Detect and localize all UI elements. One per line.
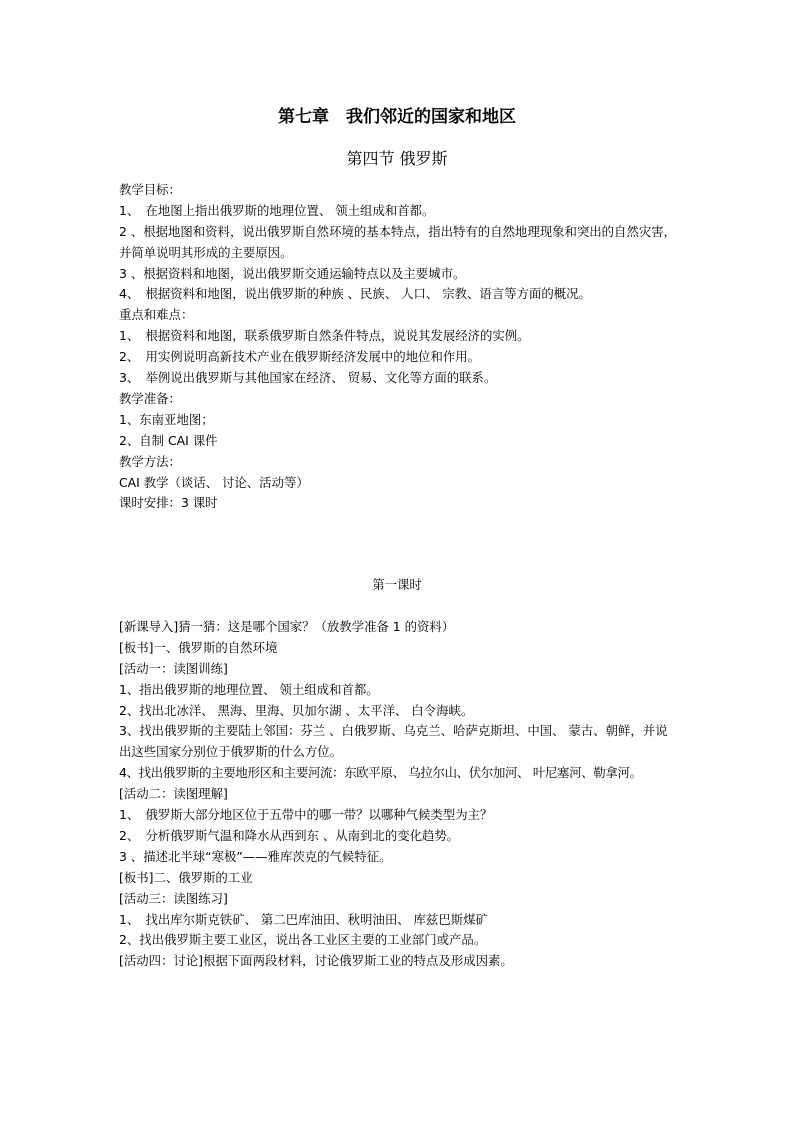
activity-item: 1、 找出库尔斯克铁矿、 第二巴库油田、秋明油田、 库兹巴斯煤矿 xyxy=(119,911,488,927)
method-text: CAI 教学（谈话、 讨论、活动等） xyxy=(119,474,309,490)
board-heading: [板书]一、俄罗斯的自然环境 xyxy=(119,639,278,655)
keypoint-item: 3、 举例说出俄罗斯与其他国家在经济、 贸易、文化等方面的联系。 xyxy=(119,370,497,386)
section-title: 第四节 俄罗斯 xyxy=(346,149,448,168)
activity-item: 1、 俄罗斯大部分地区位于五带中的哪一带？以哪种气候类型为主？ xyxy=(119,807,493,823)
activity-heading: [活动一：读图训练] xyxy=(119,660,228,676)
activity-item: 3 、描述北半球“寒极”——雅库茨克的气候特征。 xyxy=(119,848,392,864)
activity-item: 3、找出俄罗斯的主要陆上邻国：芬兰 、白俄罗斯、乌克兰、哈萨克斯坦、中国、 蒙古、朝鲜，并说出这些国家分别位于俄罗斯的什么方位。 xyxy=(119,723,668,760)
method-heading: 教学方法： xyxy=(119,453,181,469)
keypoints-heading: 重点和难点： xyxy=(119,307,194,323)
prep-item: 2、自制 CAI 课件 xyxy=(119,432,218,448)
chapter-title: 第七章 我们邻近的国家和地区 xyxy=(278,107,516,127)
objective-item: 1、 在地图上指出俄罗斯的地理位置、 领土组成和首都。 xyxy=(119,202,435,218)
activity-item: 2、找出北冰洋、 黑海、里海、贝加尔湖 、太平洋、 白令海峡。 xyxy=(119,702,474,718)
objective-item: 2 、根据地图和资料，说出俄罗斯自然环境的基本特点，指出特有的自然地理现象和突出的自然灾害，并简单说明其形成的主要原因。 xyxy=(119,223,677,260)
activity-item: 4、找出俄罗斯的主要地形区和主要河流：东欧平原、 乌拉尔山、伏尔加河、 叶尼塞河、勒拿河。 xyxy=(119,765,642,781)
lesson-plan-header xyxy=(119,180,679,514)
activity-heading: [活动二：读图理解] xyxy=(119,786,228,802)
schedule-text: 课时安排：3 课时 xyxy=(119,495,218,511)
board-heading: [板书]二、俄罗斯的工业 xyxy=(119,869,253,885)
activity-heading: [活动三：读图练习] xyxy=(119,890,228,906)
prep-item: 1、东南亚地图； xyxy=(119,411,214,427)
objective-item: 4、 根据资料和地图，说出俄罗斯的种族 、民族、 人口、 宗教、语言等方面的概况。 xyxy=(119,286,591,302)
lesson-title: 第一课时 xyxy=(372,577,422,592)
lesson-body xyxy=(119,617,679,972)
objectives-heading: 教学目标： xyxy=(119,182,181,197)
activity-item: 2、找出俄罗斯主要工业区，说出各工业区主要的工业部门或产品。 xyxy=(119,932,487,948)
prep-heading: 教学准备： xyxy=(119,390,181,406)
keypoint-item: 2、 用实例说明高新技术产业在俄罗斯经济发展中的地位和作用。 xyxy=(119,349,481,365)
activity-item: 1、指出俄罗斯的地理位置、 领土组成和首都。 xyxy=(119,681,379,697)
discussion-line: [活动四：讨论]根据下面两段材料，讨论俄罗斯工业的特点及形成因素。 xyxy=(119,953,513,969)
objective-item: 3 、根据资料和地图，说出俄罗斯交通运输特点以及主要城市。 xyxy=(119,265,466,281)
keypoint-item: 1、 根据资料和地图，联系俄罗斯自然条件特点，说说其发展经济的实例。 xyxy=(119,328,530,344)
intro-line: [新课导入]猜一猜：这是哪个国家？（放教学准备 1 的资料） xyxy=(119,619,455,634)
activity-item: 2、 分析俄罗斯气温和降水从西到东 、从南到北的变化趋势。 xyxy=(119,827,460,843)
